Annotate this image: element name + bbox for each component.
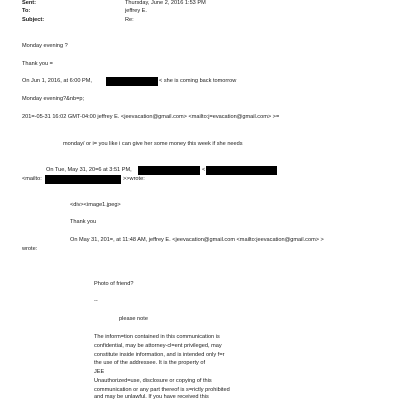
body-line: On Jun 1, 2016, at 6:00 PM, — [22, 78, 92, 84]
body-line: On Tue, May 31, 20=6 at 3:51 PM, — [46, 167, 132, 173]
subject-label: Subject: — [22, 17, 45, 23]
body-line: < — [202, 167, 206, 173]
body-line: wrote: — [22, 246, 38, 252]
body-line: Thank you — [70, 219, 97, 225]
redaction-box — [45, 175, 121, 184]
sent-value: Thursday, June 2, 2016 1:53 PM — [125, 0, 206, 6]
body-line: -- — [94, 298, 98, 304]
body-line: monday/ or i= you like i can give her some money this week if she needs — [63, 141, 243, 147]
body-line: On May 31, 201=, at 11:48 AM, jeffrey E. <jeevacation@gmail.com <mailto:jeevacation@gmail.com> > — [70, 237, 324, 243]
body-line: please note — [119, 316, 148, 322]
sent-label: Sent: — [22, 0, 36, 6]
body-line: communication or any part thereof is s=rictly prohibited — [94, 387, 230, 393]
to-label: To: — [22, 8, 31, 14]
body-line: < she is coming back tomorrow — [159, 78, 237, 84]
body-line: <mailto: — [22, 176, 42, 182]
subject-value: Re: — [125, 17, 134, 23]
body-line: confidential, may be attorney-cl=ent privileged, may — [94, 343, 222, 349]
to-value: jeffrey E. — [125, 8, 147, 14]
body-line: 201=-05-31 16:02 GMT-04:00 jeffrey E. <jeevacation@gmail.com> <mailto:j=evacation@gmail.com> >= — [22, 114, 280, 120]
body-line: constitute inside information, and is intended only f=r — [94, 352, 225, 358]
body-line: and may be unlawful. If you have received this — [94, 394, 209, 400]
body-line: Photo of friend? — [94, 281, 134, 287]
redaction-box — [106, 77, 158, 86]
body-line: The inform=tion contained in this communication is — [94, 334, 220, 340]
body-line: <div><image1.jpeg> — [70, 202, 121, 208]
body-line: Thank you = — [22, 61, 53, 67]
body-line: Monday evening?&nb=p; — [22, 96, 85, 102]
body-line: JEE — [94, 369, 105, 375]
body-line: the use of the addressee. It is the property of — [94, 360, 206, 366]
body-line: Monday evening ? — [22, 43, 68, 49]
redaction-box — [138, 166, 200, 175]
redaction-box — [206, 166, 277, 175]
body-line: Unauthorized=use, disclosure or copying of this — [94, 378, 212, 384]
body-line: >>wrote: — [123, 176, 145, 182]
